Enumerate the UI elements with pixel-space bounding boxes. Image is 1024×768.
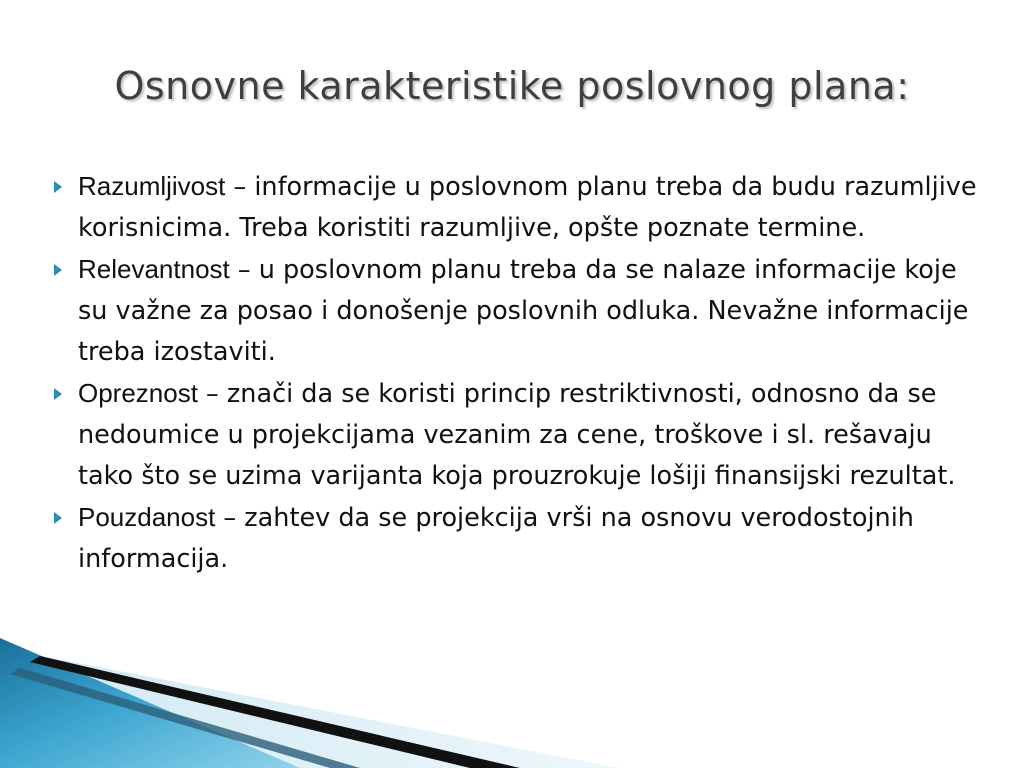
bullet-item-pouzdanost xyxy=(78,497,978,580)
bullet-item-razumljivost xyxy=(78,166,978,249)
bullet-arrow-icon xyxy=(54,181,62,193)
bullet-text: – znači da se koristi princip restriktivnosti, odnosno da se nedoumice u projekcijama vezanim za cene, troškove i sl. rešavaju tako što se uzima varijanta koja prouzrokuje lošiji finansijski rezultat. xyxy=(78,379,956,491)
bullet-arrow-icon xyxy=(54,264,62,276)
bullet-arrow-icon xyxy=(54,512,62,524)
slide-title: Osnovne karakteristike poslovnog plana: xyxy=(114,64,910,108)
bullet-term: Opreznost xyxy=(78,378,198,408)
bullet-text: – u poslovnom planu treba da se nalaze informacije koje su važne za posao i donošenje poslovnih odluka. Nevažne informacije treba izostaviti. xyxy=(78,255,969,367)
bullet-text: – informacije u poslovnom planu treba da budu razumljive korisnicima. Treba koristiti razumljive, opšte poznate termine. xyxy=(78,172,977,243)
bullet-item-opreznost xyxy=(78,373,978,497)
bullet-term: Relevantnost xyxy=(78,254,230,284)
corner-swoosh-decoration xyxy=(0,638,1024,768)
bullet-list xyxy=(78,166,978,580)
bullet-term: Razumljivost xyxy=(78,171,226,201)
bullet-arrow-icon xyxy=(54,388,62,400)
bullet-text: – zahtev da se projekcija vrši na osnovu verodostojnih informacija. xyxy=(78,503,914,574)
bullet-term: Pouzdanost xyxy=(78,502,216,532)
bullet-item-relevantnost xyxy=(78,249,978,373)
